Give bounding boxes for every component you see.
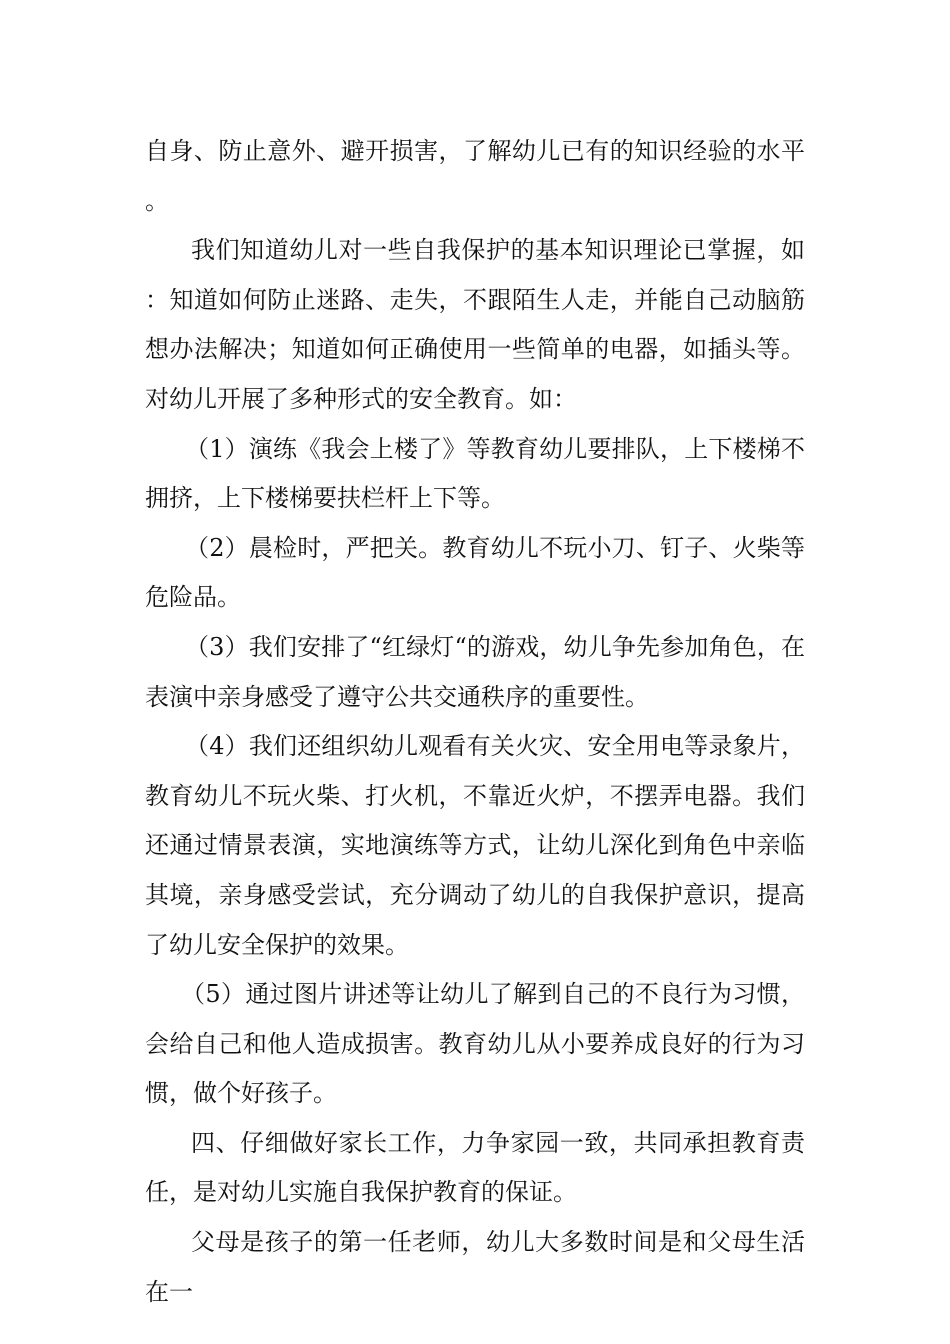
list-item-2: （2）晨检时，严把关。教育幼儿不玩小刀、钉子、火柴等危险品。 bbox=[145, 533, 805, 612]
list-item-3: （3）我们安排了“红绿灯“的游戏，幼儿争先参加角色，在表演中亲身感受了遵守公共交通秩序的重要性。 bbox=[145, 632, 805, 711]
paragraph-self-protection-knowledge: 我们知道幼儿对一些自我保护的基本知识理论已掌握，如：知道如何防止迷路、走失，不跟陌生人走，并能自己动脑筋想办法解决；知道如何正确使用一些简单的电器，如插头等。对幼儿开展了多种形式的安全教育。如： bbox=[145, 236, 805, 413]
document-body bbox=[145, 127, 805, 1317]
list-item-5: （5）通过图片讲述等让幼儿了解到自己的不良行为习惯，会给自己和他人造成损害。教育幼儿从小要养成良好的行为习惯，做个好孩子。 bbox=[145, 980, 805, 1108]
paragraph-parents: 父母是孩子的第一任老师，幼儿大多数时间是和父母生活在一 bbox=[145, 1228, 805, 1306]
paragraph-continuation: 自身、防止意外、避开损害，了解幼儿已有的知识经验的水平。 bbox=[145, 137, 805, 215]
list-item-1: （1）演练《我会上楼了》等教育幼儿要排队，上下楼梯不拥挤，上下楼梯要扶栏杆上下等。 bbox=[145, 434, 805, 513]
section-heading-four: 四、仔细做好家长工作，力争家园一致，共同承担教育责任，是对幼儿实施自我保护教育的保证。 bbox=[145, 1128, 805, 1207]
list-item-4: （4）我们还组织幼儿观看有关火灾、安全用电等录象片，教育幼儿不玩火柴、打火机，不靠近火炉，不摆弄电器。我们还通过情景表演，实地演练等方式，让幼儿深化到角色中亲临其境，亲身感受尝试，充分调动了幼儿的自我保护意识，提高了幼儿安全保护的效果。 bbox=[145, 732, 805, 959]
